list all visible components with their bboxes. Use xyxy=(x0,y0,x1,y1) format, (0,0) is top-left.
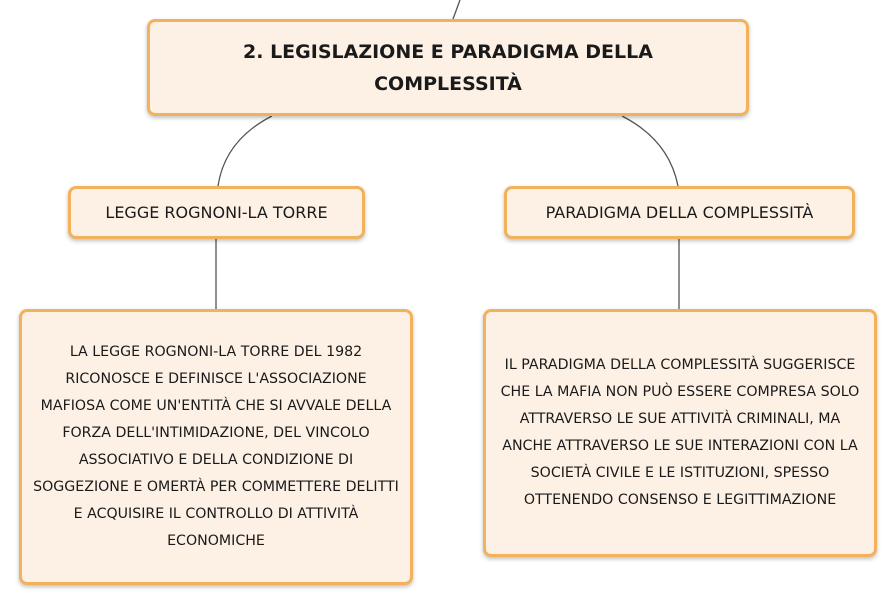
branch-node-paradigma[interactable] xyxy=(504,186,855,239)
connector-title-to-right-branch xyxy=(622,116,678,186)
topic-node-title[interactable] xyxy=(147,19,749,116)
detail-text-legge-rognoni: LA LEGGE ROGNONI-LA TORRE DEL 1982 RICONOSCE E DEFINISCE L'ASSOCIAZIONE MAFIOSA COME UN'ENTITÀ CHE SI AVVALE DELLA FORZA DELL'INTIMIDAZIONE, DEL VINCOLO ASSOCIATIVO E DELLA CONDIZIONE DI SOGGEZIONE E OMERTÀ PER COMMETTERE DELITTI E ACQUISIRE IL CONTROLLO DI ATTIVITÀ ECONOMICHE xyxy=(33,344,399,549)
branch-label-legge-rognoni: LEGGE ROGNONI-LA TORRE xyxy=(105,203,328,222)
detail-text-paradigma: IL PARADIGMA DELLA COMPLESSITÀ SUGGERISCE CHE LA MAFIA NON PUÒ ESSERE COMPRESA SOLO ATTRAVERSO LE SUE ATTIVITÀ CRIMINALI, MA ANCHE ATTRAVERSO LE SUE INTERAZIONI CON LA SOCIETÀ CIVILE E LE ISTITUZIONI, SPESSO OTTENENDO CONSENSO E LEGITTIMAZIONE xyxy=(500,357,860,508)
connector-parent-to-title xyxy=(453,0,460,19)
branch-node-legge-rognoni[interactable] xyxy=(68,186,365,239)
connector-title-to-left-branch xyxy=(218,116,272,186)
branch-label-paradigma: PARADIGMA DELLA COMPLESSITÀ xyxy=(545,203,814,222)
topic-title-text: 2. LEGISLAZIONE E PARADIGMA DELLA COMPLESSITÀ xyxy=(243,40,653,95)
detail-node-legge-rognoni[interactable] xyxy=(19,309,413,585)
detail-node-paradigma[interactable] xyxy=(483,309,877,557)
